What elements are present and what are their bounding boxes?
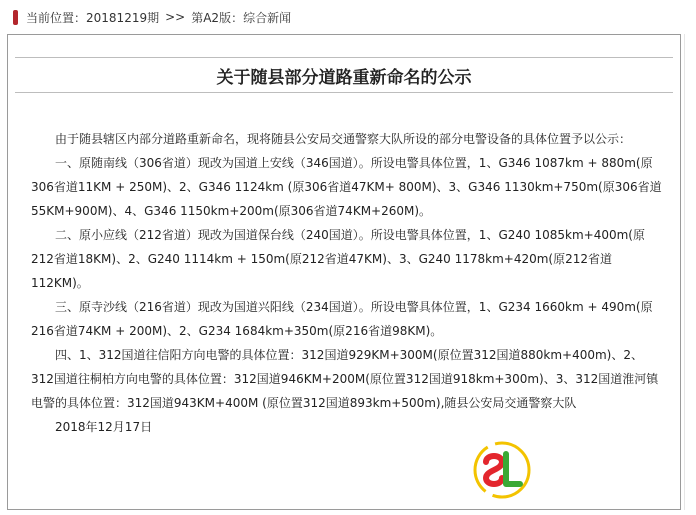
breadcrumb-section-link[interactable]: 第A2版：综合新闻 xyxy=(191,10,292,25)
scrollbar-track[interactable] xyxy=(684,34,692,510)
article-paragraph-intro: 由于随县辖区内部分道路重新命名，现将随县公安局交通警察大队所设的部分电警设备的具体位置予以公示： xyxy=(55,132,632,146)
article-title-box xyxy=(15,57,673,93)
article-paragraph-1: 一、原随南线（306省道）现改为国道上安线（346国道）。所设电警具体位置，1、G346 1087km + 880m(原306省道11KM + 250M)、2、G346 1124km (原306省道47KM+ 800M)、3、G346 1130km+750m(原306省道55KM+900M)、4、G346 1150km+200m(原306省道74KM+260M)。 xyxy=(31,156,662,218)
breadcrumb-issue-link[interactable]: 20181219期 xyxy=(86,10,160,25)
article-paragraph-2: 二、原小应线（212省道）现改为国道保台线（240国道）。所设电警具体位置，1、G240 1085km+400m(原212省道18KM)、2、G240 1114km + 150m(原212省道47KM)、3、G240 1178km+420m(原212省道112KM)。 xyxy=(31,228,645,290)
breadcrumb xyxy=(0,0,696,34)
red-bar-icon xyxy=(13,10,18,25)
article-paragraph-4: 四、1、312国道往信阳方向电警的具体位置：312国道929KM+300M(原位置312国道880km+400m)、2、312国道往桐柏方向电警的具体位置：312国道946KM+200M(原位置312国道918km+300m)、3、312国道淮河镇电警的具体位置：312国道943KM+400M (原位置312国道893km+500m),随县公安局交通警察大队 xyxy=(31,348,659,410)
article-body xyxy=(31,127,663,439)
breadcrumb-prefix: 当前位置： xyxy=(26,10,87,25)
article-frame xyxy=(7,34,681,510)
logo-watermark xyxy=(472,440,532,500)
breadcrumb-separator: >> xyxy=(165,10,186,24)
article-title: 关于随县部分道路重新命名的公示 xyxy=(216,67,472,88)
article-date: 2018年12月17日 xyxy=(55,420,153,434)
article-paragraph-3: 三、原寺沙线（216省道）现改为国道兴阳线（234国道）。所设电警具体位置，1、G234 1660km + 490m(原216省道74KM + 200M)、2、G234 1684km+350m(原216省道98KM)。 xyxy=(31,300,653,338)
